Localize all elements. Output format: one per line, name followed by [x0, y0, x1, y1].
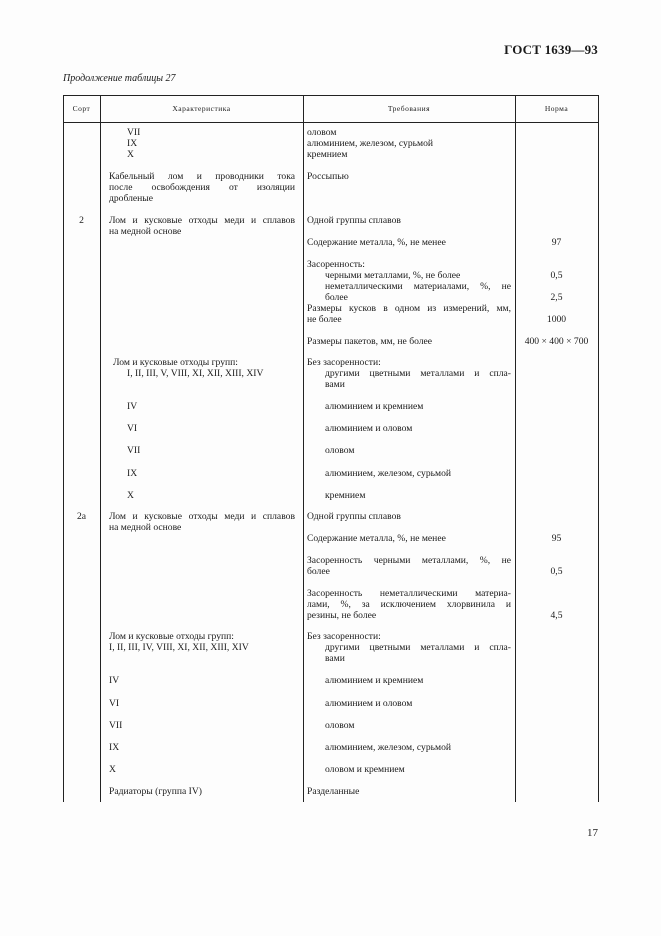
requirement-text: алюминием, железом, сурьмой: [307, 138, 434, 149]
requirement-text: Засоренность черными металлами, %, не: [307, 555, 511, 566]
requirement-text: неметаллическими материалами, %, не: [325, 281, 511, 292]
requirement-text: другими цветными металлами и спла-: [325, 642, 511, 653]
norm-value: 1000: [546, 314, 567, 325]
requirement-text: Содержание металла, %, не менее: [307, 237, 446, 248]
requirement-text: кремнием: [325, 490, 366, 501]
norm-value: 95: [551, 533, 562, 544]
requirement-text: Без засоренности:: [307, 631, 381, 642]
requirement-text: Россыпью: [307, 171, 349, 182]
group-label: VI: [127, 423, 138, 434]
col-divider-2: [303, 95, 304, 802]
requirement-text: Размеры пакетов, мм, не более: [307, 336, 433, 347]
requirement-text: алюминием и кремнием: [325, 675, 424, 686]
requirement-text: алюминием, железом, сурьмой: [325, 742, 452, 753]
requirement-text: более: [307, 566, 330, 577]
group-label: IX: [127, 468, 138, 479]
norm-value: 400 × 400 × 700: [524, 336, 589, 347]
norm-value: 0,5: [550, 566, 563, 577]
requirements-table: [63, 95, 599, 802]
norm-value: 0,5: [550, 270, 563, 281]
requirement-text: алюминием, железом, сурьмой: [325, 468, 452, 479]
col-divider-1: [100, 95, 101, 802]
characteristic-text: Лом и кусковые отходы групп:: [113, 357, 238, 368]
grade-value: 2а: [76, 511, 87, 522]
page-number: 17: [587, 827, 598, 839]
requirement-text: резины, не более: [307, 610, 377, 621]
requirement-text: вами: [325, 379, 345, 390]
characteristic-text: на медной основе: [109, 226, 182, 237]
characteristic-text: Радиаторы (группа IV): [109, 786, 202, 797]
group-label: IX: [127, 138, 138, 149]
requirement-text: оловом: [307, 127, 337, 138]
table-caption: Продолжение таблицы 27: [63, 73, 176, 84]
grade-value: 2: [79, 215, 84, 226]
header-bottom-border: [63, 122, 599, 123]
group-label: X: [109, 764, 116, 775]
column-header-grade: Сорт: [72, 104, 91, 113]
column-header-requirements: Требования: [387, 104, 431, 113]
requirement-text: Засоренность неметаллическими материа-: [307, 588, 511, 599]
requirement-text: Размеры кусков в одном из измерений, мм,: [307, 303, 511, 314]
group-label: VII: [127, 445, 141, 456]
requirement-text: Одной группы сплавов: [307, 511, 401, 522]
table-left-border: [63, 95, 64, 802]
requirement-text: Засоренность:: [307, 259, 365, 270]
column-header-norm: Норма: [544, 104, 569, 113]
norm-value: 97: [551, 237, 562, 248]
requirement-text: не более: [307, 314, 342, 325]
requirement-text: черными металлами, %, не более: [325, 270, 461, 281]
requirement-text: оловом: [325, 720, 355, 731]
requirement-text: кремнием: [307, 149, 348, 160]
norm-value: 2,5: [550, 292, 563, 303]
requirement-text: Без засоренности:: [307, 357, 381, 368]
characteristic-text: Кабельный лом и проводники тока: [109, 171, 295, 182]
group-label: VII: [109, 720, 123, 731]
requirement-text: вами: [325, 653, 345, 664]
characteristic-text: после освобождения от изоляции: [109, 182, 295, 193]
requirement-text: алюминием и оловом: [325, 698, 413, 709]
characteristic-text: Лом и кусковые отходы групп:: [109, 631, 234, 642]
col-divider-3: [515, 95, 516, 802]
group-label: IV: [109, 675, 120, 686]
requirement-text: лами, %, за исключением хлорвинила и: [307, 599, 511, 610]
characteristic-text: дробленые: [109, 193, 154, 204]
requirement-text: Разделанные: [307, 786, 360, 797]
characteristic-text: Лом и кусковые отходы меди и сплавов: [109, 215, 295, 226]
group-label: IX: [109, 742, 120, 753]
requirement-text: оловом и кремнием: [325, 764, 405, 775]
requirement-text: Одной группы сплавов: [307, 215, 401, 226]
document-id: ГОСТ 1639—93: [504, 42, 598, 57]
characteristic-text: на медной основе: [109, 522, 182, 533]
characteristic-text: Лом и кусковые отходы меди и сплавов: [109, 511, 295, 522]
requirement-text: оловом: [325, 445, 355, 456]
group-list: I, II, III, IV, VIII, XI, XII, XIII, XIV: [109, 642, 249, 653]
group-list: I, II, III, V, VIII, XI, XII, XIII, XIV: [127, 368, 264, 379]
group-label: VII: [127, 127, 141, 138]
requirement-text: алюминием и оловом: [325, 423, 413, 434]
norm-value: 4,5: [550, 610, 563, 621]
group-label: IV: [127, 401, 138, 412]
requirement-text: алюминием и кремнием: [325, 401, 424, 412]
group-label: VI: [109, 698, 120, 709]
requirement-text: Содержание металла, %, не менее: [307, 533, 446, 544]
group-label: X: [127, 490, 134, 501]
table-right-border: [598, 95, 599, 802]
requirement-text: более: [325, 292, 348, 303]
column-header-characteristic: Характеристика: [172, 104, 231, 113]
group-label: X: [127, 149, 134, 160]
requirement-text: другими цветными металлами и спла-: [325, 368, 511, 379]
